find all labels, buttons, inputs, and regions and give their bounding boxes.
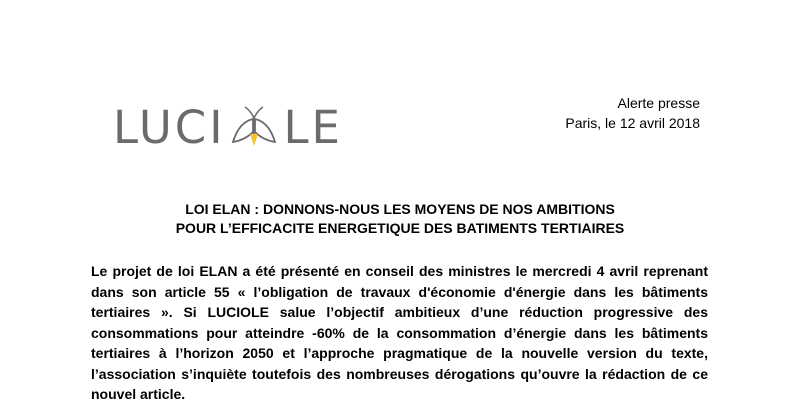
body-line: nouvel article. — [91, 386, 186, 402]
document-title — [0, 200, 800, 238]
title-line-1: LOI ELAN : DONNONS-NOUS LES MOYENS DE NOS AMBITIONS — [185, 201, 615, 217]
press-date: Paris, le 12 avril 2018 — [565, 115, 700, 131]
body-line: l’association s’inquiète toutefois des nombreuses dérogations qu’ouvre la rédaction de ce — [91, 365, 708, 382]
body-line: tertiaires ». Si LUCIOLE salue l’objectif ambitieux d’une réduction progressive des — [91, 304, 708, 320]
press-type: Alerte presse — [617, 95, 700, 111]
body-line: consommations pour atteindre -60% de la consommation d’énergie dans les bâtiments — [91, 324, 708, 341]
press-header — [565, 93, 700, 133]
title-line-2: POUR L’EFFICACITE ENERGETIQUE DES BATIMENTS TERTIAIRES — [175, 220, 625, 236]
luciole-logo — [113, 100, 343, 154]
body-line: tertiaires à l’horizon 2050 et l’approche pragmatique de la nouvelle version du texte, — [91, 345, 708, 361]
logo-text-left: LUCI — [113, 100, 226, 154]
firefly-logo-icon — [227, 104, 281, 150]
logo-text-right: LE — [283, 100, 343, 154]
body-line: Le projet de loi ELAN a été présenté en conseil des ministres le mercredi 4 avril reprenant — [91, 263, 708, 279]
body-line: dans son article 55 « l’obligation de travaux d'économie d'énergie dans les bâtiments — [91, 283, 708, 300]
body-paragraph — [91, 261, 708, 405]
